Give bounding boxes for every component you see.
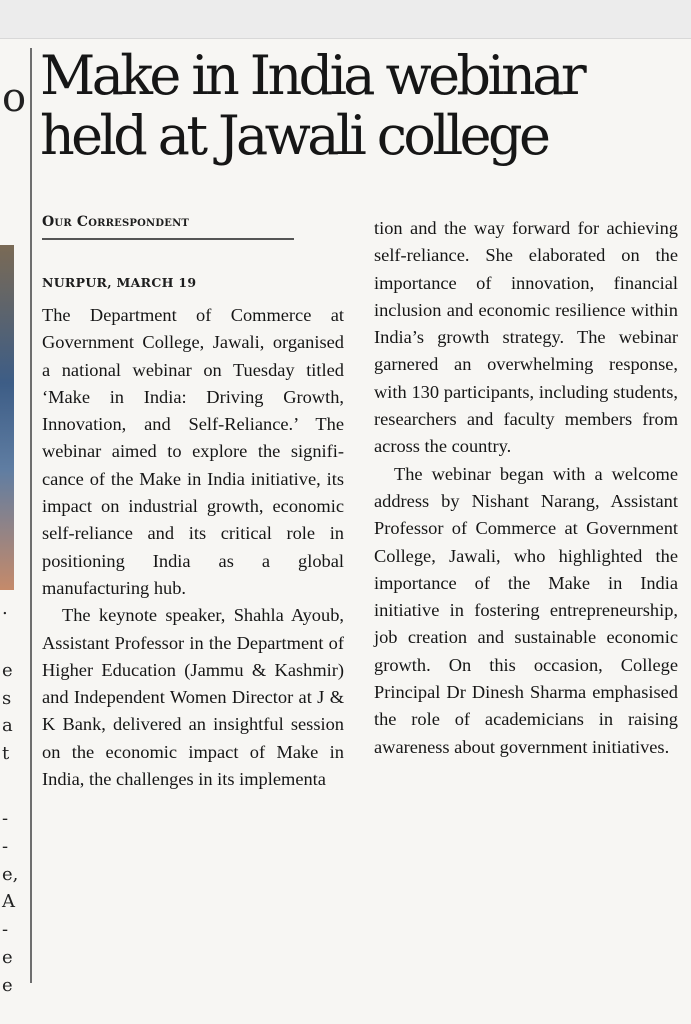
text-fragment: e, <box>2 864 19 885</box>
text-fragment: e <box>2 947 13 968</box>
paragraph-2: The keynote speaker, Shahla Ayoub, Assistant Professor in the Department of Higher Education (Jammu & Kashmir) and Independent Women Director at J & K Bank, delivered an insightful session on the economic impact of Make in India, the challenges in its implementa <box>42 605 344 790</box>
paragraph-3: The webinar began with a welcome address by Nishant Narang, Assistant Professor of Commerce at Government College, Jawali, who highlighted the importance of the Make in India initiative in fostering entrepreneurship, job creation and sustainable economic growth. On this occasion, College Principal Dr Dinesh Sharma emphasised the role of academicians in raising awareness about government initiatives. <box>374 463 678 757</box>
column-divider <box>30 48 32 983</box>
dateline: NURPUR, MARCH 19 <box>42 275 197 290</box>
byline: Our Correspondent <box>42 214 190 230</box>
paragraph-2-continued: tion and the way forward for achieving self-reliance. She elaborated on the importance of innovation, financial inclusion and economic resilience within India’s growth strategy. The webinar garnered an overwhelming response, with 130 participants, including students, researchers and faculty members from across the country. <box>374 218 678 457</box>
byline-rule <box>42 238 294 240</box>
text-fragment: . <box>2 598 8 619</box>
headline-fragment: o <box>2 75 26 121</box>
top-margin-band <box>0 0 691 39</box>
text-fragment: t <box>2 743 10 764</box>
text-fragment: - <box>2 808 9 829</box>
adjacent-article-fragment <box>0 38 26 1024</box>
article-headline <box>40 46 688 166</box>
text-fragment: s <box>2 688 12 709</box>
text-fragment: e <box>2 975 13 996</box>
text-fragment: e <box>2 660 13 681</box>
text-fragment: A <box>2 891 15 912</box>
text-fragment: - <box>2 919 9 940</box>
headline-line-2: held at Jawali college <box>40 104 548 166</box>
adjacent-photo-fragment <box>0 245 14 590</box>
paragraph-1: The Department of Commerce at Government College, Jawali, organised a national webinar on Tuesday titled ‘Make in India: Driving Growth, Innovation, and Self-Reliance.’ The webinar aimed to explore the significance of the Make in India initiative, its impact on industrial growth, economic self-reliance and its critical role in positioning India as a global manufacturing hub. <box>42 305 344 598</box>
article-column-2 <box>374 215 678 761</box>
headline-line-1: Make in India webinar <box>40 46 584 107</box>
text-fragment: a <box>2 715 13 736</box>
text-fragment: - <box>2 836 9 857</box>
article-column-1 <box>42 302 344 793</box>
